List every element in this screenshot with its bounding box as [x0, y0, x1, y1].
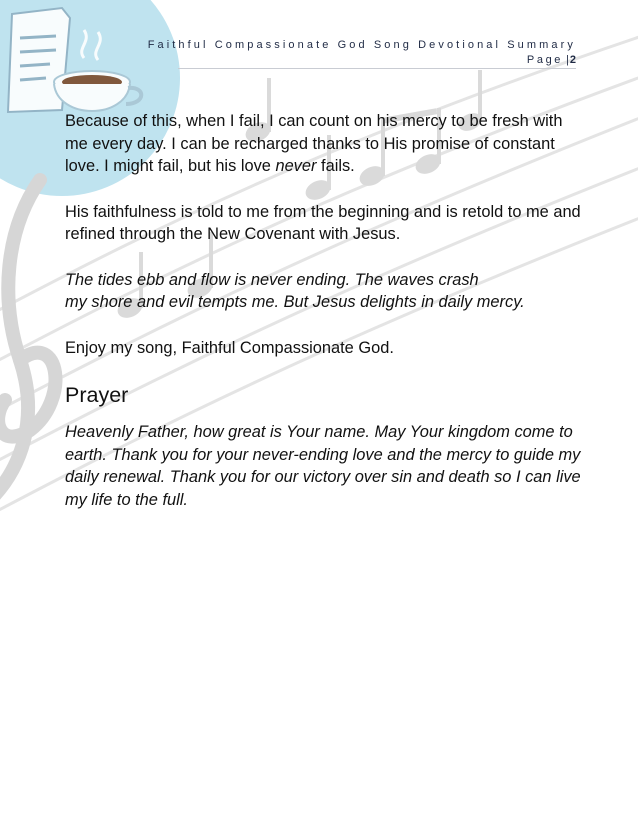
paragraph-mercy-text: Because of this, when I fail, I can count on his mercy to be fresh with me every day. I can be recharged thanks to His promise of constant love. I might fail, but his love [65, 112, 563, 175]
lyrics-line-2: my shore and evil tempts me. But Jesus delights in daily mercy. [65, 293, 525, 311]
paragraph-mercy [65, 110, 585, 178]
prayer-text: Heavenly Father, how great is Your name. May Your kingdom come to earth. Thank you for your never-ending love and the mercy to guide my daily renewal. Thank you for our victory over sin and death so I can live my life to the full. [65, 423, 581, 509]
paragraph-enjoy: Enjoy my song, Faithful Compassionate God. [65, 338, 394, 357]
treble-clef-decoration [0, 180, 55, 500]
paragraph-lyrics [65, 269, 585, 314]
page-number-line [148, 53, 576, 67]
prayer-heading: Prayer [65, 383, 129, 407]
paragraph-faithfulness: His faithfulness is told to me from the beginning and is retold to me and refined through the New Covenant with Jesus. [65, 202, 581, 243]
lyrics-line-1: The tides ebb and flow is never ending. The waves crash [65, 270, 479, 289]
header-title: Faithful Compassionate God Song Devotional Summary [147, 39, 576, 51]
page-separator: | [566, 54, 569, 66]
paragraph-mercy-end: fails. [316, 157, 355, 175]
page-header [148, 38, 576, 67]
page-content [65, 110, 585, 534]
paragraph-mercy-emphasis: never [275, 157, 317, 175]
page-label: Page [526, 54, 564, 66]
page-number: 2 [569, 54, 576, 66]
header-rule [178, 68, 576, 69]
